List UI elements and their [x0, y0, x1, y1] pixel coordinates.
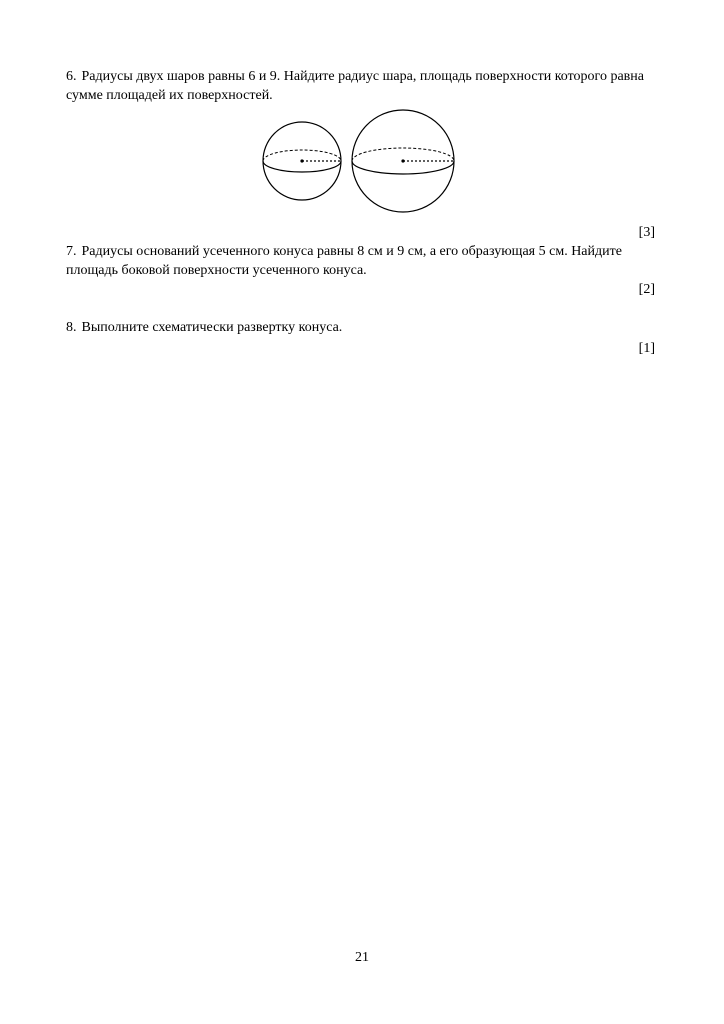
problem-8-text — [66, 318, 658, 337]
problem-6-number: 6. — [66, 69, 77, 84]
two-spheres-figure — [262, 108, 462, 216]
problem-7-text — [66, 242, 658, 280]
problem-8-score: [1] — [638, 341, 655, 356]
problem-7-number: 7. — [66, 244, 77, 259]
large-sphere — [352, 110, 454, 212]
problem-7-body: Радиусы оснований усеченного конуса равны 8 см и 9 см, а его образующая 5 см. Найдите площадь боковой поверхности усеченного конуса. — [66, 244, 622, 278]
problem-6-text — [66, 67, 658, 105]
problem-8-body: Выполните схематически развертку конуса. — [81, 320, 343, 335]
problem-8-number: 8. — [66, 320, 77, 335]
small-sphere — [263, 122, 341, 200]
page-number: 21 — [355, 950, 369, 965]
problem-7-score: [2] — [638, 282, 655, 297]
problem-6-body: Радиусы двух шаров равны 6 и 9. Найдите радиус шара, площадь поверхности которого равна сумме площадей их поверхностей. — [66, 69, 644, 103]
problem-6-score: [3] — [638, 225, 655, 240]
